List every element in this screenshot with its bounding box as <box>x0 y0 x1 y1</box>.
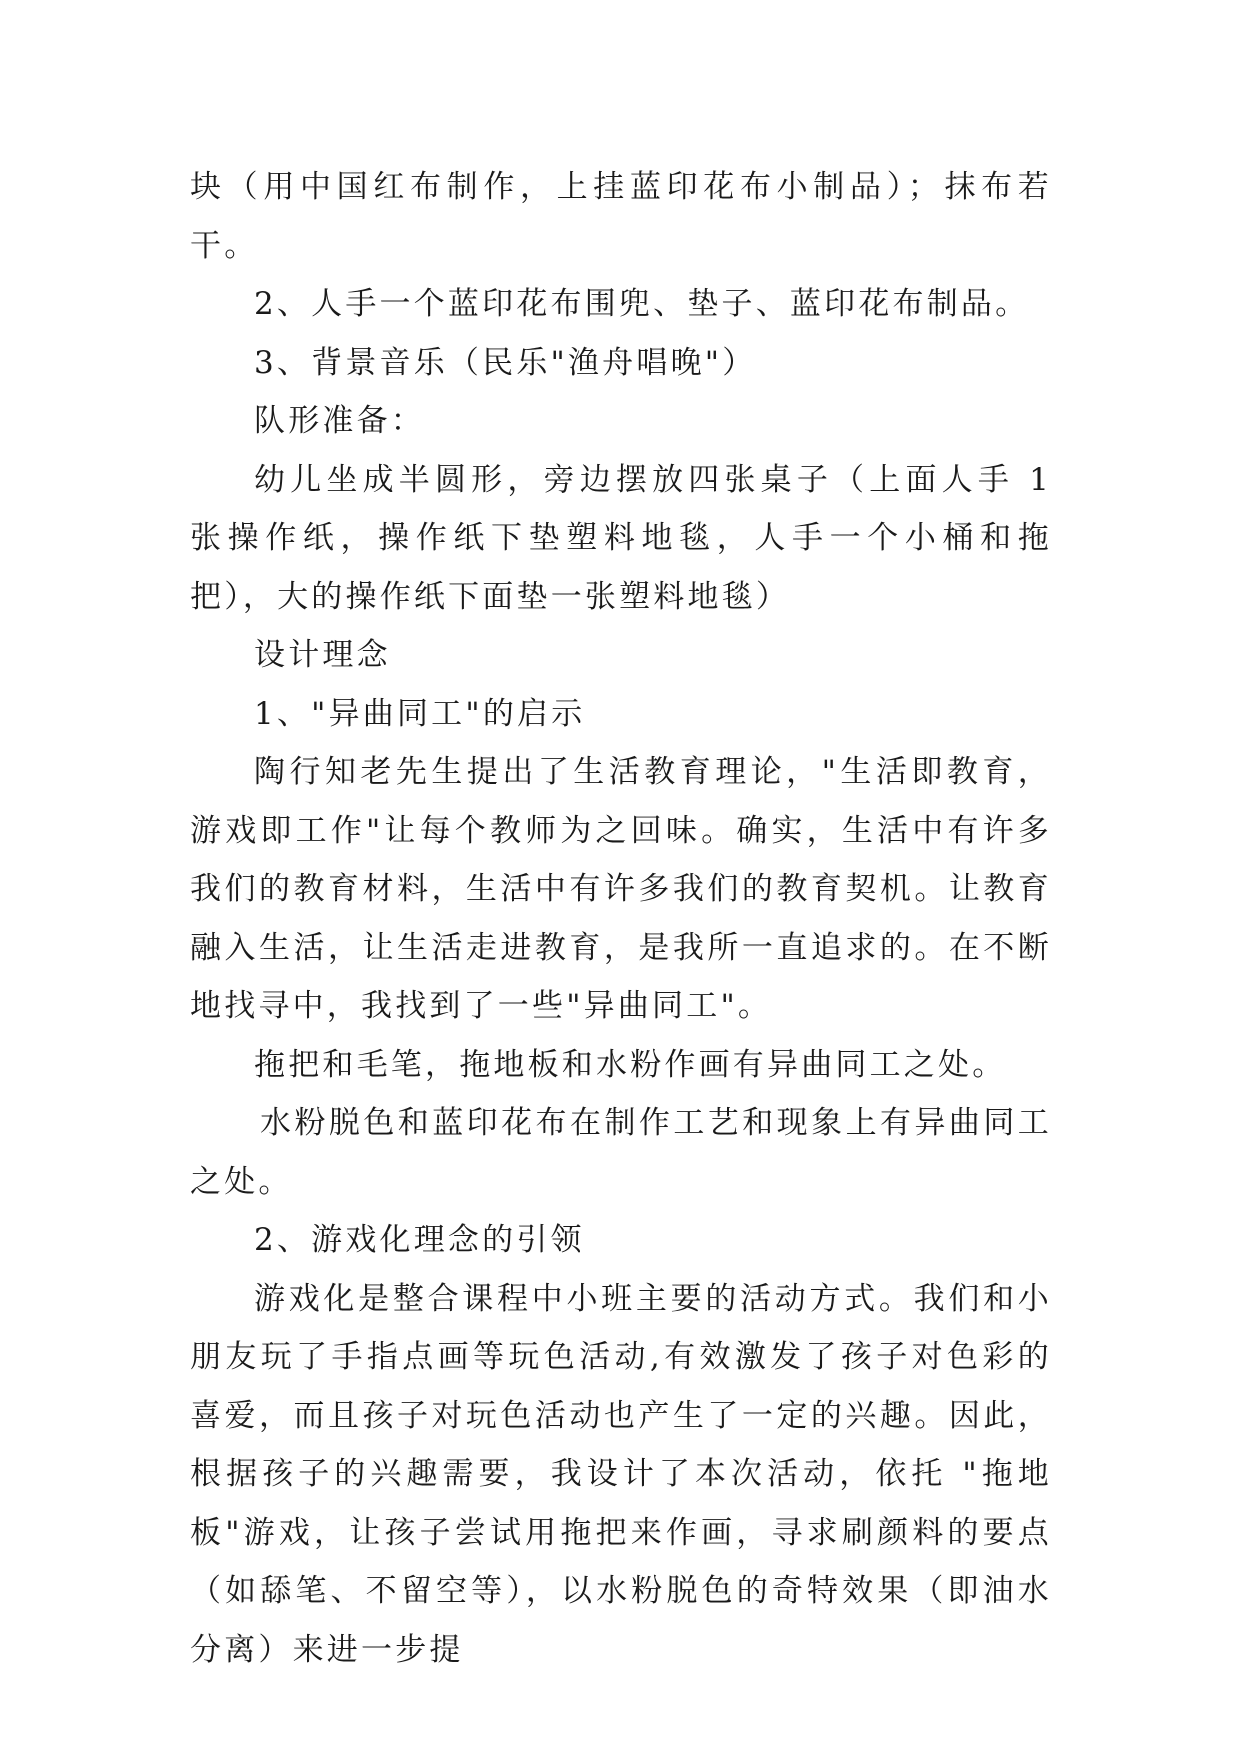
paragraph-tao-xingzhi: 陶行知老先生提出了生活教育理论，"生活即教育，游戏即工作"让每个教师为之回味。确实，生活中有许多我们的教育材料，生活中有许多我们的教育契机。让教育融入生活，让生活走进教育，是我所一直追求的。在不断地找寻中，我找到了一些"异曲同工"。 <box>190 754 1052 1024</box>
heading-formation: 队形准备： <box>254 403 425 439</box>
heading-design-concept: 设计理念 <box>254 637 391 673</box>
heading-concept-1: 1、"异曲同工"的启示 <box>254 695 586 732</box>
paragraph-gouache-fade: 水粉脱色和蓝印花布在制作工艺和现象上有异曲同工之处。 <box>190 1105 1052 1200</box>
paragraph-material-2: 2、人手一个蓝印花布围兜、垫子、蓝印花布制品。 <box>254 286 1030 322</box>
paragraph-gamification: 游戏化是整合课程中小班主要的活动方式。我们和小朋友玩了手指点画等玩色活动,有效激发了孩子对色彩的喜爱，而且孩子对玩色活动也产生了一定的兴趣。因此，根据孩子的兴趣需要，我设计了本次活动，依托 "拖地板"游戏，让孩子尝试用拖把来作画，寻求刷颜料的要点（如舔笔、不留空等），以水粉脱色的奇特效果（即油水分离）来进一步提 <box>190 1280 1052 1668</box>
document-body <box>190 158 1052 1679</box>
paragraph-formation: 幼儿坐成半圆形，旁边摆放四张桌子（上面人手 1 张操作纸，操作纸下垫塑料地毯，人手一个小桶和拖把），大的操作纸下面垫一张塑料地毯） <box>190 461 1052 615</box>
paragraph-materials-continued: 块（用中国红布制作，上挂蓝印花布小制品）；抹布若干。 <box>190 169 1052 264</box>
paragraph-mop-brush: 拖把和毛笔，拖地板和水粉作画有异曲同工之处。 <box>254 1046 1007 1083</box>
heading-concept-2: 2、游戏化理念的引领 <box>254 1222 585 1258</box>
paragraph-material-3: 3、背景音乐（民乐"渔舟唱晚"） <box>254 344 757 381</box>
